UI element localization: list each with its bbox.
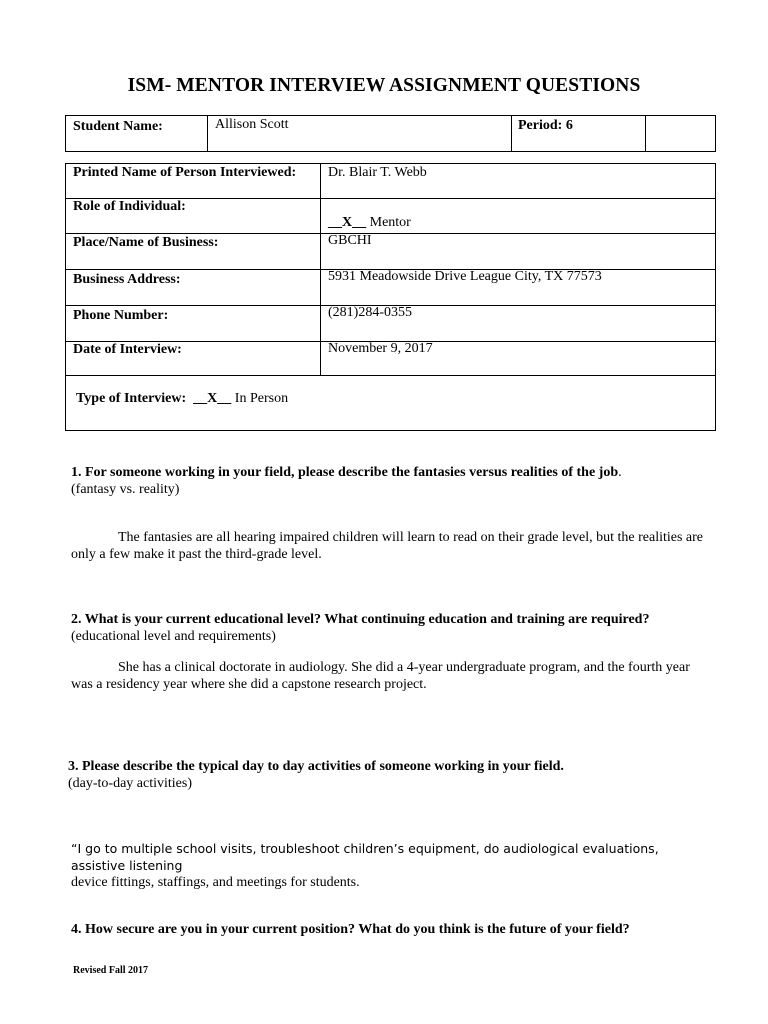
question-1-text: 1. For someone working in your field, please describe the fantasies versus realities of the job bbox=[71, 465, 619, 480]
period-label: Period: 6 bbox=[518, 118, 573, 133]
interviewee-label-cell bbox=[66, 164, 321, 198]
interview-type-line bbox=[76, 391, 288, 407]
phone-value: (281)284-0355 bbox=[328, 305, 412, 320]
role-value-cell bbox=[321, 199, 715, 233]
date-label-cell bbox=[66, 342, 321, 375]
question-2-text: 2. What is your current educational level? What continuing education and training are required? bbox=[71, 612, 650, 627]
address-value-cell bbox=[321, 270, 715, 305]
answer-1 bbox=[71, 529, 711, 563]
interview-type-label: Type of Interview: bbox=[76, 391, 187, 406]
student-name-label: Student Name: bbox=[73, 119, 163, 134]
answer-1-line-2: only a few make it past the third-grade level. bbox=[71, 547, 322, 562]
student-extra-cell bbox=[646, 116, 717, 151]
business-label-cell bbox=[66, 234, 321, 269]
interview-type-value: In Person bbox=[234, 391, 289, 406]
interviewee-label: Printed Name of Person Interviewed: bbox=[73, 165, 297, 180]
question-3-text: 3. Please describe the typical day to day activities of someone working in your field. bbox=[68, 759, 564, 774]
interview-type-check-mark: __X__ bbox=[193, 391, 232, 406]
answer-3-line-2: device fittings, staffings, and meetings for students. bbox=[71, 875, 360, 890]
interviewee-row bbox=[66, 164, 715, 199]
question-3-hint: (day-to-day activities) bbox=[68, 776, 193, 791]
role-check-mark: __X__ bbox=[328, 215, 367, 230]
answer-2 bbox=[71, 659, 711, 693]
address-label: Business Address: bbox=[73, 272, 181, 287]
phone-label-cell bbox=[66, 306, 321, 341]
question-2-block bbox=[71, 611, 649, 645]
question-1-hint: (fantasy vs. reality) bbox=[71, 482, 180, 497]
phone-label: Phone Number: bbox=[73, 308, 169, 323]
question-4-block bbox=[71, 921, 630, 938]
question-4-text: 4. How secure are you in your current position? What do you think is the future of your field? bbox=[71, 922, 630, 937]
interviewee-value: Dr. Blair T. Webb bbox=[328, 165, 427, 180]
role-value: Mentor bbox=[369, 215, 411, 230]
phone-value-cell bbox=[321, 306, 715, 341]
interview-info-table bbox=[65, 163, 716, 431]
business-row bbox=[66, 234, 715, 270]
date-row bbox=[66, 342, 715, 376]
date-value: November 9, 2017 bbox=[328, 341, 433, 356]
date-label: Date of Interview: bbox=[73, 342, 182, 357]
student-table bbox=[65, 115, 716, 152]
interviewee-value-cell bbox=[321, 164, 715, 198]
answer-3 bbox=[71, 840, 711, 891]
address-value: 5931 Meadowside Drive League City, TX 77573 bbox=[328, 269, 602, 284]
student-name-value-cell bbox=[208, 116, 512, 151]
page-title: ISM- MENTOR INTERVIEW ASSIGNMENT QUESTIONS bbox=[127, 75, 641, 96]
answer-2-line-2: was a residency year where she did a capstone research project. bbox=[71, 677, 427, 692]
role-label: Role of Individual: bbox=[73, 199, 186, 214]
question-2-hint: (educational level and requirements) bbox=[71, 629, 276, 644]
student-name-value: Allison Scott bbox=[215, 117, 289, 132]
business-value-cell bbox=[321, 234, 715, 269]
answer-1-line-1: The fantasies are all hearing impaired children will learn to read on their grade level, but the realities are bbox=[118, 530, 704, 545]
address-label-cell bbox=[66, 270, 321, 305]
answer-2-line-1: She has a clinical doctorate in audiology. She did a 4-year undergraduate program, and the fourth year bbox=[118, 660, 690, 675]
student-name-label-cell bbox=[66, 116, 208, 151]
question-1-suffix: . bbox=[618, 465, 622, 480]
role-label-cell bbox=[66, 199, 321, 233]
business-label: Place/Name of Business: bbox=[73, 235, 219, 250]
address-row bbox=[66, 270, 715, 306]
interview-type-row bbox=[66, 376, 715, 430]
role-value-line bbox=[328, 215, 411, 231]
revision-footer: Revised Fall 2017 bbox=[73, 965, 148, 976]
question-1-block bbox=[71, 464, 622, 498]
phone-row bbox=[66, 306, 715, 342]
role-row bbox=[66, 199, 715, 234]
date-value-cell bbox=[321, 342, 715, 375]
question-3-block bbox=[68, 758, 564, 792]
answer-3-line-1: “I go to multiple school visits, troubleshoot children’s equipment, do audiological evaluations, assistive listening bbox=[71, 841, 659, 873]
business-value: GBCHI bbox=[328, 233, 372, 248]
period-cell bbox=[512, 116, 646, 151]
